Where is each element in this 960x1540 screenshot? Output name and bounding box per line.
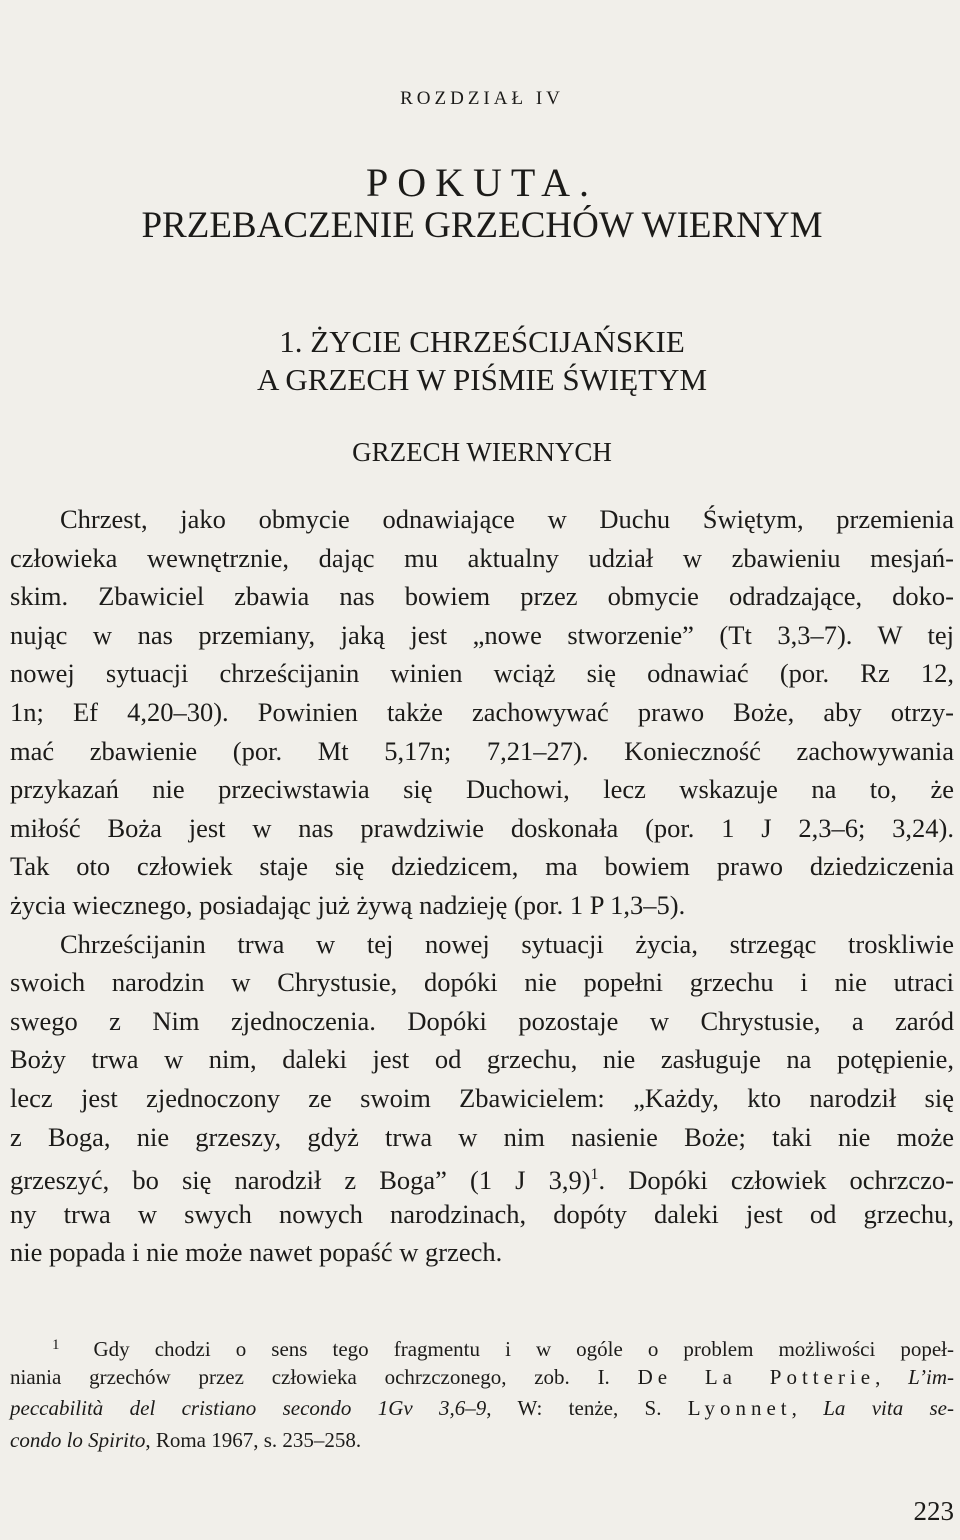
body-text <box>10 500 954 1272</box>
paragraph-1 <box>10 500 954 925</box>
text-line <box>10 1156 954 1195</box>
text-line: mać zbawienie (por. Mt 5,17n; 7,21–27). Konieczność zachowywania <box>10 735 954 766</box>
footnote-text: niania grzechów przez człowieka ochrzczonego, zob. I. <box>10 1364 610 1389</box>
footnote-author: De La Potterie <box>637 1364 876 1389</box>
subsection-heading: GRZECH WIERNYCH <box>352 437 612 467</box>
footnote-title: La vita se- <box>823 1396 954 1420</box>
text-line: lecz jest zjednoczony ze swoim Zbawicielem: „Każdy, kto narodził się <box>10 1082 954 1113</box>
text-fragment: grzeszyć, bo się narodził z Boga” (1 J 3,9) <box>10 1165 591 1196</box>
text-line: Tak oto człowiek staje się dziedzicem, ma bowiem prawo dziedziczenia <box>10 851 954 882</box>
text-line: miłość Boża jest w nas prawdziwie doskonała (por. 1 J 2,3–6; 3,24). <box>10 812 954 843</box>
text-line: człowieka wewnętrznie, dając mu aktualny udział w zbawieniu mesjań- <box>10 542 954 573</box>
text-line: swego z Nim zjednoczenia. Dopóki pozostaje w Chrystusie, a zaród <box>10 1005 954 1036</box>
text-line: Chrzest, jako obmycie odnawiające w Duchu Świętym, przemienia <box>60 504 954 534</box>
text-line: nie popada i nie może nawet popaść w grzech. <box>10 1237 503 1268</box>
footnote-text: , <box>875 1364 881 1389</box>
text-line: z Boga, nie grzeszy, gdyż trwa w nim nasienie Boże; taki nie może <box>10 1121 954 1152</box>
footnote-title: condo lo Spirito <box>10 1427 146 1452</box>
section-heading-line-1: 1. ŻYCIE CHRZEŚCIJAŃSKIE <box>279 324 685 359</box>
footnote-text: , W: tenże, S. <box>486 1396 662 1420</box>
text-line: 1n; Ef 4,20–30). Powinien także zachowywać prawo Boże, aby otrzy- <box>10 696 954 727</box>
footnotes <box>10 1330 954 1456</box>
footnote-text: , <box>791 1396 797 1420</box>
text-line: swoich narodzin w Chrystusie, dopóki nie popełni grzechu i nie utraci <box>10 967 954 998</box>
section-heading-line-2: A GRZECH W PIŚMIE ŚWIĘTYM <box>256 362 708 397</box>
page-number: 223 <box>913 1496 954 1526</box>
text-line: Chrześcijanin trwa w tej nowej sytuacji życia, strzegąc troskliwie <box>60 928 954 959</box>
footnote-text: Gdy chodzi o sens tego fragmentu i w ogóle o problem możliwości popeł- <box>93 1337 954 1361</box>
footnote-text: , Roma 1967, s. 235–258. <box>145 1427 362 1452</box>
footnote-line <box>10 1425 954 1457</box>
footnote-line <box>10 1393 954 1425</box>
footnote-line <box>10 1330 954 1362</box>
footnote-title: peccabilità del cristiano secondo 1Gv 3,6–9 <box>10 1396 487 1420</box>
text-line: ny trwa w swych nowych narodzinach, dopóty daleki jest od grzechu, <box>10 1198 954 1229</box>
chapter-title-line-2: PRZEBACZENIE GRZECHÓW WIERNYM <box>141 205 823 246</box>
text-line: życia wiecznego, posiadając już żywą nadzieję (por. 1 P 1,3–5). <box>10 889 686 920</box>
footnote-title: L’im- <box>908 1364 955 1389</box>
footnote-author: Lyonnet <box>687 1396 792 1420</box>
text-line: nując w nas przemiany, jaką jest „nowe stworzenie” (Tt 3,3–7). W tej <box>10 619 954 650</box>
text-fragment: . Dopóki człowiek ochrzczo- <box>598 1165 954 1196</box>
footnote-line <box>10 1362 954 1394</box>
chapter-title-line-1: POKUTA. <box>365 160 599 205</box>
paragraph-2 <box>10 925 954 1272</box>
text-line: przykazań nie przeciwstawia się Duchowi, lecz wskazuje na to, że <box>10 774 954 805</box>
footnote-mark: 1 <box>52 1337 60 1353</box>
chapter-label: ROZDZIAŁ IV <box>400 88 564 109</box>
text-line: skim. Zbawiciel zbawia nas bowiem przez obmycie odradzające, doko- <box>10 581 954 612</box>
footnote-reference[interactable]: 1 <box>590 1166 599 1184</box>
text-line: Boży trwa w nim, daleki jest od grzechu, nie zasługuje na potępienie, <box>10 1044 954 1075</box>
text-line: nowej sytuacji chrześcijanin winien wciąż się odnawiać (por. Rz 12, <box>10 658 954 689</box>
book-page <box>10 0 954 1540</box>
